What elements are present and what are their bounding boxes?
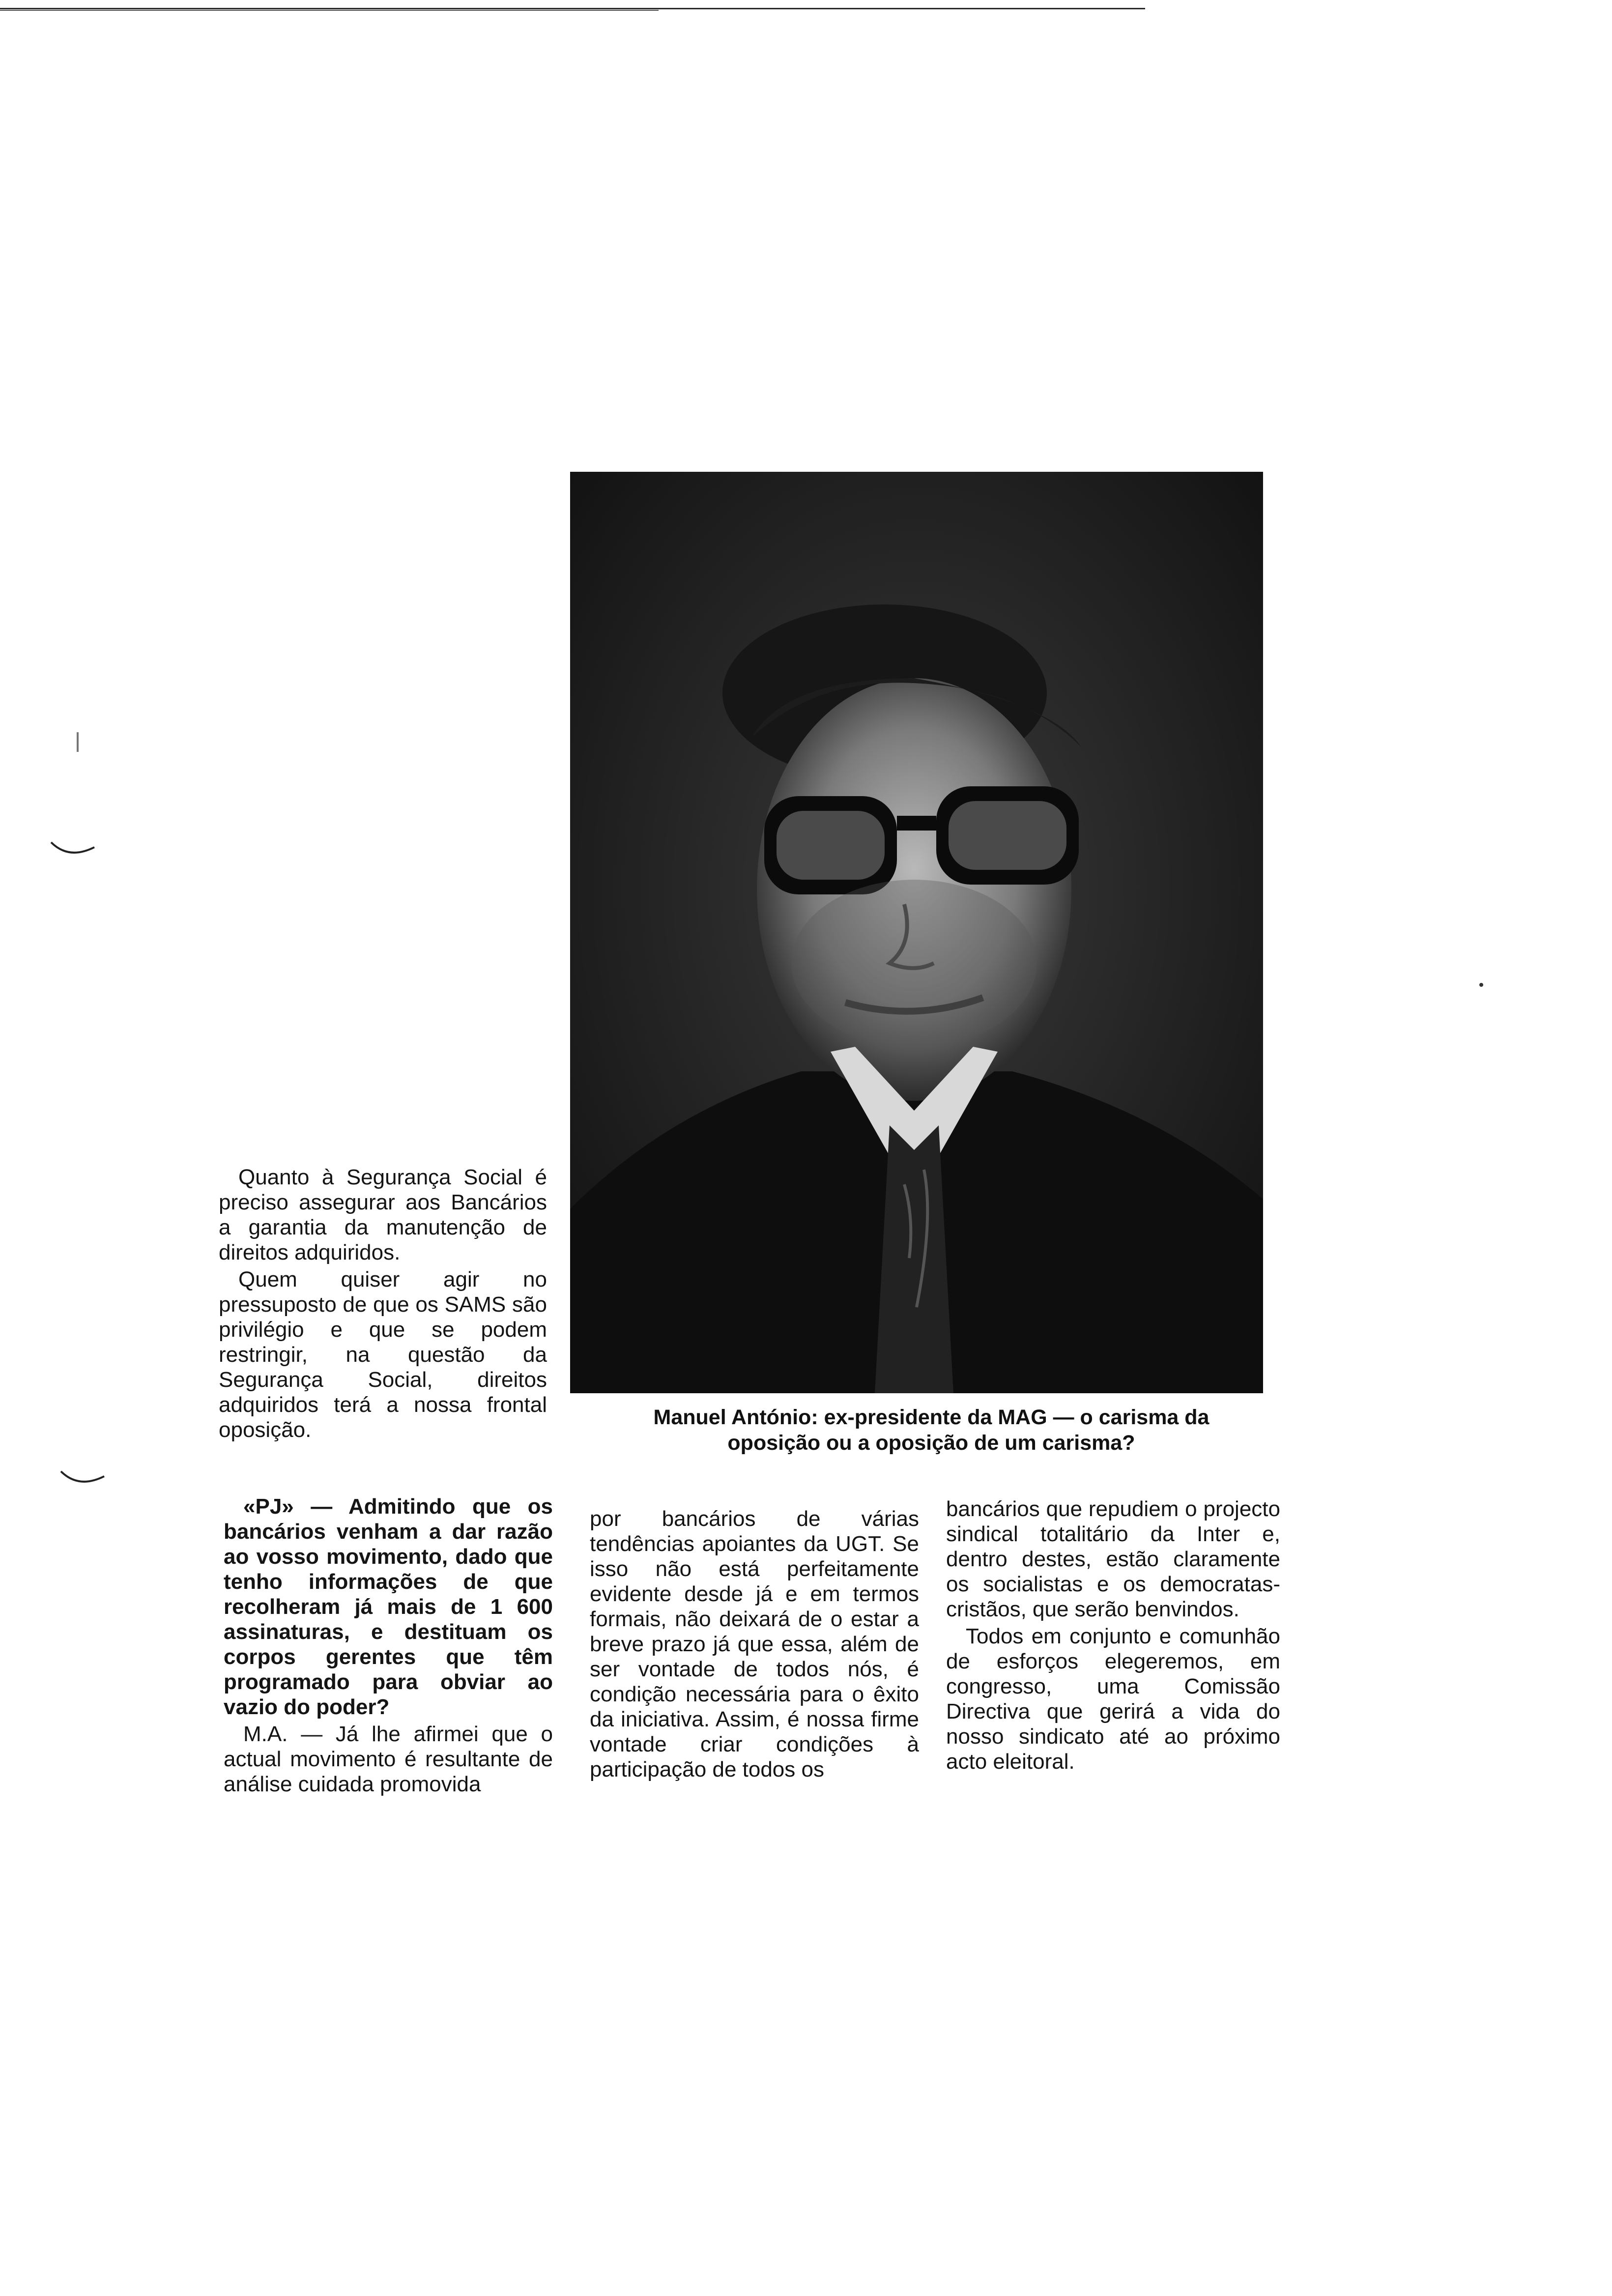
margin-mark xyxy=(59,1469,106,1489)
article-column-3 xyxy=(946,1496,1280,1776)
margin-dot xyxy=(1479,983,1483,987)
article-column-2 xyxy=(590,1506,919,1784)
caption-line-1: Manuel António: ex-presidente da MAG — o carisma da xyxy=(653,1406,1209,1429)
top-rule-line xyxy=(0,8,1145,9)
paragraph: bancários que repudiem o projecto sindical totalitário da Inter e, dentro destes, estão claramente os socialistas e os democratas-cristãos, que serão benvindos. xyxy=(946,1497,1280,1621)
article-column-1 xyxy=(224,1494,553,1799)
paragraph: Quanto à Segurança Social é preciso assegurar aos Bancários a garantia da manutenção de direitos adquiridos. xyxy=(219,1165,547,1264)
interview-question: «PJ» — Admitindo que os bancários venham a dar razão ao vosso movimento, dado que tenho informações de que recolheram já mais de 1 600 assinaturas, e destituam os corpos gerentes que têm programado para obviar ao vazio do poder? xyxy=(224,1494,553,1719)
paragraph: Todos em conjunto e comunhão de esforços elegeremos, em congresso, uma Comissão Directiva que gerirá a vida do nosso sindicato até ao próximo acto eleitoral. xyxy=(946,1624,1280,1774)
top-rule-shadow xyxy=(0,10,659,11)
photo-caption xyxy=(602,1405,1261,1456)
interview-answer: M.A. — Já lhe afirmei que o actual movimento é resultante de análise cuidada promovida xyxy=(224,1722,553,1796)
margin-tick xyxy=(77,732,79,752)
paragraph: por bancários de várias tendências apoiantes da UGT. Se isso não está perfeitamente evidente desde já e em termos formais, não deixará de o estar a breve prazo já que essa, além de ser vontade de todos nós, é condição necessária para o êxito da iniciativa. Assim, é nossa firme vontade criar condições à participação de todos os xyxy=(590,1507,919,1781)
article-column-top xyxy=(219,1165,547,1444)
margin-mark xyxy=(49,840,96,860)
paragraph: Quem quiser agir no pressuposto de que os SAMS são privilégio e que se podem restringir, na questão da Segurança Social, direitos adquiridos terá a nossa frontal oposição. xyxy=(219,1267,547,1442)
caption-line-2: oposição ou a oposição de um carisma? xyxy=(727,1431,1135,1455)
portrait-photo xyxy=(570,472,1263,1393)
